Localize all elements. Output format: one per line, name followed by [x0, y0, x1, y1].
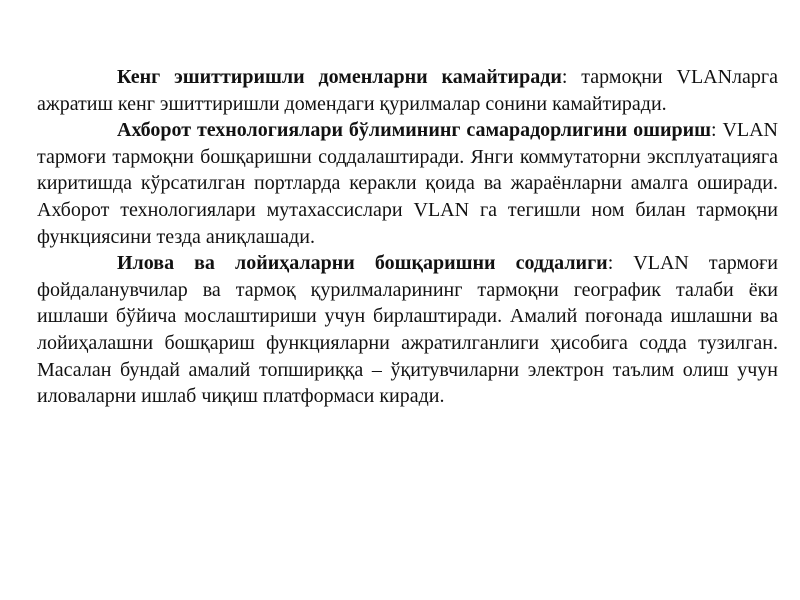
paragraph-term: Ахборот технологиялари бўлимининг самарадорлигини ошириш — [117, 119, 712, 142]
paragraph-text: : тармоқни VLANларга ажратиш кенг эшиттиришли домендаги қурилмалар сонини камайтиради. — [37, 66, 778, 115]
paragraph-broadcast-domains — [37, 64, 778, 117]
paragraph-text: : VLAN тармоғи тармоқни бошқаришни соддалаштиради. Янги коммутаторни эксплуатацияга киритишда кўрсатилган портларда керакли қоида ва жараёнларни амалга оширади. Ахборот технологиялари мутахассислари VLAN га тегишли ном билан тармоқни функциясини тезда аниқлашади. — [37, 119, 778, 248]
paragraph-text: : VLAN тармоғи фойдаланувчилар ва тармоқ қурилмаларининг тармоқни географик талаби ёки ишлаши бўйича мослаштириши учун бирлаштиради. Амалий поғонада ишлашни ва лойиҳалашни бошқариш функцияларни ажратилганлиги ҳисобига содда тузилган. Масалан бундай амалий топшириққа – ўқитувчиларни электрон таълим олиш учун иловаларни ишлаб чиқиш платформаси киради. — [37, 252, 779, 408]
paragraph-it-efficiency — [37, 117, 778, 250]
paragraph-app-management — [37, 250, 778, 410]
paragraph-term: Кенг эшиттиришли доменларни камайтиради — [117, 66, 562, 88]
paragraph-term: Илова ва лойиҳаларни бошқаришни соддалиги — [117, 252, 608, 275]
